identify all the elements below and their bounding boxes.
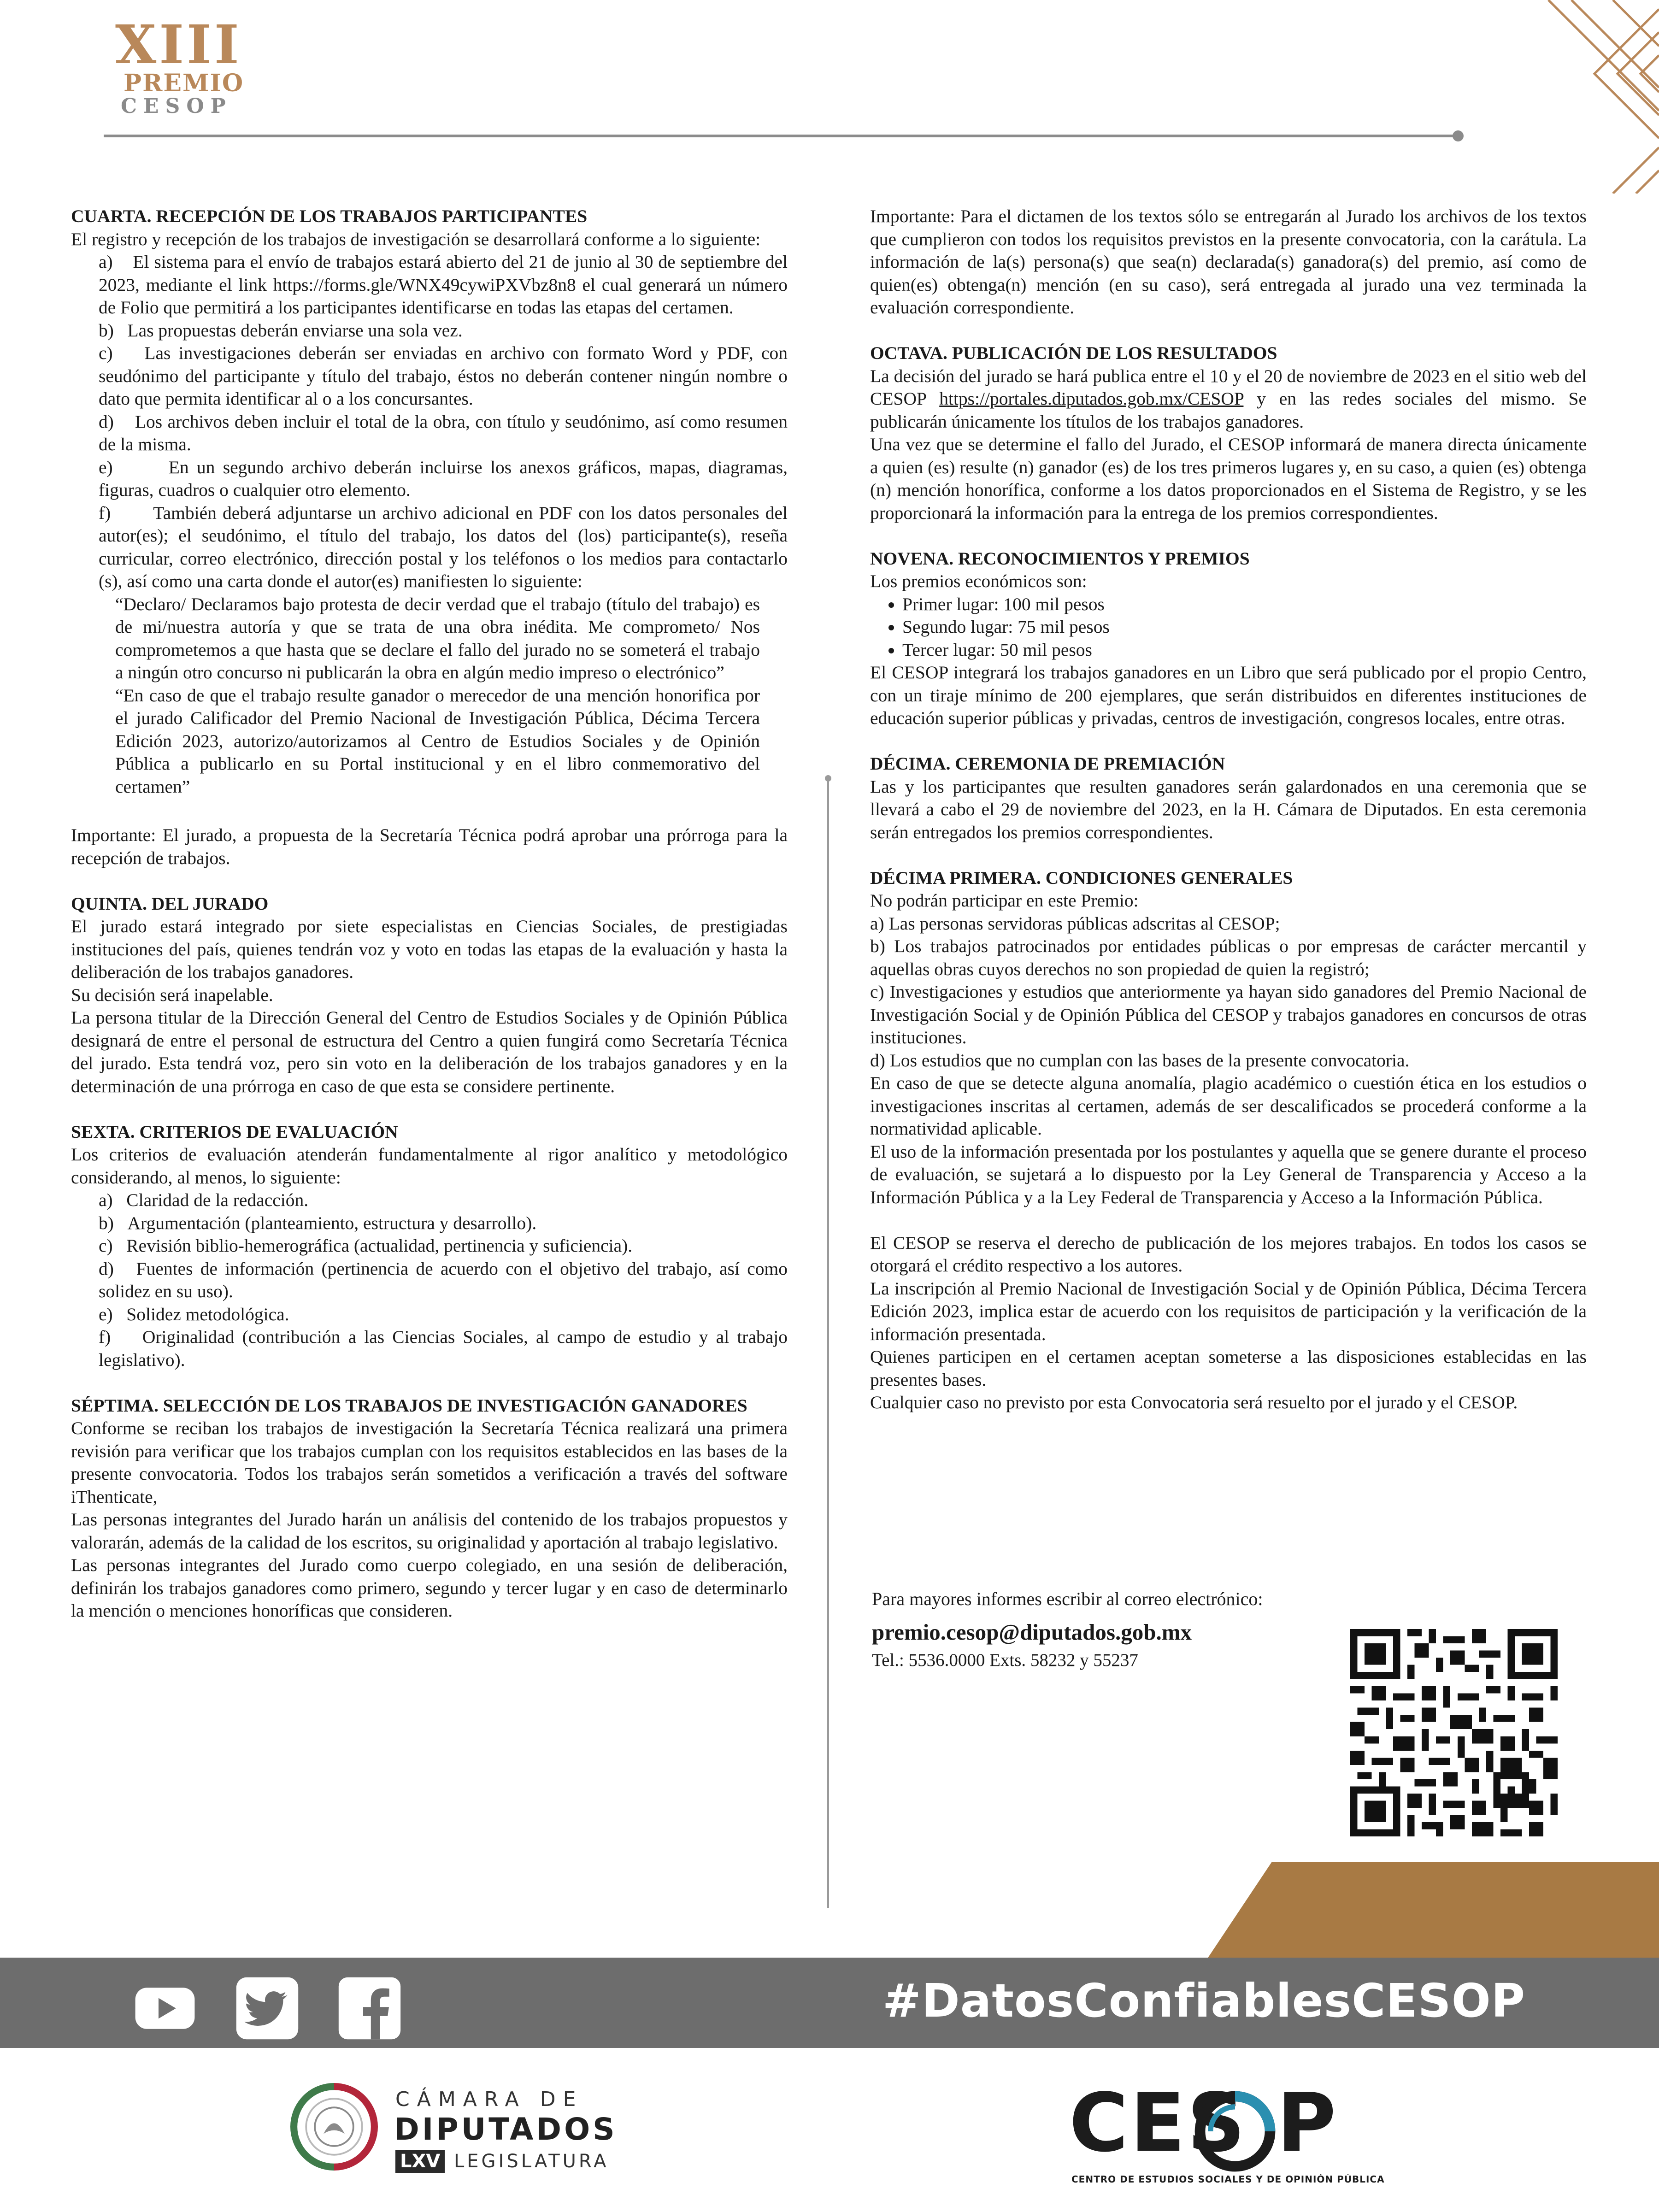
decima-primera-p4: El CESOP se reserva el derecho de publicación de los mejores trabajos. En todos los casos se otorgará el crédito respectivo a los autores. — [870, 1232, 1587, 1276]
octava-p1 — [870, 365, 1587, 434]
prize-first: • Primer lugar: 100 mil pesos — [902, 593, 1587, 616]
header-rule — [104, 135, 1459, 137]
cesop-logo-text: CES P — [1069, 2077, 1338, 2170]
novena-intro: Los premios económicos son: — [870, 571, 1087, 591]
cuarta-item-c: c) Las investigaciones deberán ser enviadas en archivo con formato Word y PDF, con seudónimo del participante y título del trabajo, éstos no deberán contener ningún nombre o dato que permita identificar al o a los concursantes. — [99, 343, 788, 409]
decima-primera-p3: El uso de la información presentada por los postulantes y aquella que se genere durante el proceso de evaluación, se sujetará a lo dispuesto por la Ley General de Transparencia y Acceso a la Información Pública y a la Ley Federal de Transparencia y Acceso a la Información Pública. — [870, 1141, 1587, 1207]
gold-accent-band — [1207, 1862, 1659, 1959]
prize-third: • Tercer lugar: 50 mil pesos — [902, 639, 1587, 662]
octava-p2: Una vez que se determine el fallo del Jurado, el CESOP informará de manera directa únicamente a quien (es) resulte (n) ganador (es) de los tres primeros lugares y, en su caso, a quien (es) obtenga (n) mención honorífica, conforme a los datos proporcionados en el Sistema de Registro, y se les proporcionará la información para la entrega de los premios correspondientes. — [870, 434, 1587, 523]
cuarta-intro: El registro y recepción de los trabajos de investigación se desarrollará conforme a lo siguiente: — [71, 229, 761, 249]
quinta-p1: El jurado estará integrado por siete especialistas en Ciencias Sociales, de prestigiadas instituciones del país, quienes tendrán voz y voto en todas las etapas de la evaluación y hasta la deliberación de los trabajos ganadores. — [71, 916, 788, 982]
legislatura-label: LEGISLATURA — [454, 2151, 609, 2172]
cuarta-item-d: d) Los archivos deben incluir el total de la obra, con título y seudónimo, así como resumen de la misma. — [99, 411, 788, 454]
contact-block — [872, 1588, 1263, 1672]
prize-list — [870, 593, 1587, 662]
cuarta-item-e: e) En un segundo archivo deberán incluirse los anexos gráficos, mapas, diagramas, figuras, cuadros o cualquier otro elemento. — [99, 457, 788, 500]
diputados-label: DIPUTADOS — [394, 2112, 618, 2147]
hashtag: #DatosConfiablesCESOP — [882, 1974, 1525, 2028]
condicion-c: c) Investigaciones y estudios que anteriormente ya hayan sido ganadores del Premio Nacional de Investigación Social y de Opinión Pública del CESOP y trabajos ganadores en concursos de otras instituciones. — [870, 982, 1587, 1047]
left-column — [71, 205, 788, 1623]
decima-primera-p2: En caso de que se detecte alguna anomalía, plagio académico o cuestión ética en los estudios o investigaciones inscritas al certamen, además de ser descalificados se procederá conforme a la normatividad aplicable. — [870, 1073, 1587, 1139]
declaration-quote-2: “En caso de que el trabajo resulte ganador o merecedor de una mención honorifica por el jurado Calificador del Premio Nacional de Investigación Pública, Décima Tercera Edición 2023, autorizo/autorizamos al Centro de Estudios Sociales y de Opinión Pública a publicarlo en su Portal institucional y en el libro conmemorativo del certamen” — [115, 685, 760, 797]
camara-diputados-seal — [290, 2083, 378, 2171]
sexta-item-f: f) Originalidad (contribución a las Ciencias Sociales, al campo de estudio y al trabajo legislativo). — [99, 1327, 788, 1370]
prize-second: • Segundo lugar: 75 mil pesos — [902, 616, 1587, 639]
decima-primera-intro: No podrán participar en este Premio: — [870, 890, 1139, 911]
octava-p1-text-a: La decisión del jurado se hará publica entre el 10 y el 20 de noviembre de 2023 en el sitio web del CESOP — [870, 365, 1587, 409]
contact-phone: Tel.: 5536.0000 Exts. 58232 y 55237 — [872, 1650, 1138, 1670]
cuarta-item-f: f) También deberá adjuntarse un archivo adicional en PDF con los datos personales del autor(es); el seudónimo, el título del trabajo, los datos del (los) participante(s), reseña curricular, correo electrónico, dirección postal y los teléfonos o los medios para contactarlo (s), así como una carta donde el autor(es) manifiesten lo siguiente: — [99, 502, 788, 591]
quinta-p3: La persona titular de la Dirección General del Centro de Estudios Sociales y de Opinión Pública designará de entre el personal de estructura del Centro a quien fungirá como Secretaría Técnica del jurado. Esta tendrá voz, pero sin voto en la deliberación de los trabajos ganadores y en la determinación de una prórroga en caso de que esta se considere pertinente. — [71, 1007, 788, 1096]
novena-title: NOVENA. RECONOCIMIENTOS Y PREMIOS — [870, 548, 1250, 569]
condicion-a: a) Las personas servidoras públicas adscritas al CESOP; — [870, 913, 1280, 934]
septima-title: SÉPTIMA. SELECCIÓN DE LOS TRABAJOS DE INVESTIGACIÓN GANADORES — [71, 1395, 747, 1416]
octava-p1-text-b: y en las redes sociales del mismo. Se publicarán únicamente los títulos de los trabajos ganadores. — [870, 388, 1587, 432]
cesop-website-link[interactable]: https://portales.diputados.gob.mx/CESOP — [939, 388, 1244, 409]
quinta-title: QUINTA. DEL JURADO — [71, 893, 269, 914]
declaration-quote-1: “Declaro/ Declaramos bajo protesta de decir verdad que el trabajo (título del trabajo) es de mi/nuestra autoría y que se trata de una obra inédita. Me comprometo/ Nos comprometemos a que hasta que se declare el fallo del jurado no se someterá el trabajo a ningún otro concurso ni publicarán la obra en algún medio impreso o electrónico” — [115, 594, 760, 682]
quinta-p2: Su decisión será inapelable. — [71, 984, 273, 1005]
septima-p3: Las personas integrantes del Jurado como cuerpo colegiado, en una sesión de deliberación, definirán los trabajos ganadores como primero, segundo y tercer lugar y en caso de determinarlo la mención o menciones honoríficas que consideren. — [71, 1555, 788, 1621]
decima-primera-p6: Quienes participen en el certamen aceptan someterse a las disposiciones establecidas en las presentes bases. — [870, 1347, 1587, 1390]
facebook-icon[interactable] — [337, 1976, 402, 2041]
decima-p1: Las y los participantes que resulten ganadores serán galardonados en una ceremonia que se llevará a cabo el 29 de noviembre del 2023, en la H. Cámara de Diputados. En esta ceremonia serán entregados los premios correspondientes. — [870, 776, 1587, 842]
cuarta-title: CUARTA. RECEPCIÓN DE LOS TRABAJOS PARTICIPANTES — [71, 206, 588, 226]
sexta-item-a: a) Claridad de la redacción. — [99, 1190, 309, 1210]
cuarta-item-a: a) El sistema para el envío de trabajos estará abierto del 21 de junio al 30 de septiembre del 2023, mediante el link https://forms.gle/WNX49cywiPXVbz8n8 el cual generará un número de Folio que permitirá a los participantes identificarse en todas las etapas del certamen. — [99, 252, 788, 318]
cesop-full-name: CENTRO DE ESTUDIOS SOCIALES Y DE OPINIÓN PÚBLICA — [1071, 2174, 1385, 2185]
septima-p1: Conforme se reciban los trabajos de investigación la Secretaría Técnica realizará una primera revisión para verificar que los trabajos cumplan con los requisitos establecidos en las bases de la presente convocatoria. Todos los trabajos serán sometidos a verificación a través del software iThenticate, — [71, 1418, 788, 1507]
sexta-item-c: c) Revisión biblio-hemerográfica (actualidad, pertinencia y suficiencia). — [99, 1235, 633, 1256]
septima-p2: Las personas integrantes del Jurado harán un análisis del contenido de los trabajos propuestos y valorarán, además de la calidad de los escritos, su originalidad y aportación al trabajo legislativo. — [71, 1509, 788, 1553]
condicion-b: b) Los trabajos patrocinados por entidades públicas o por empresas de carácter mercantil y aquellas obras cuyos derechos no son propiedad de quien la registró; — [870, 936, 1587, 979]
twitter-icon[interactable] — [235, 1976, 300, 2041]
sexta-intro: Los criterios de evaluación atenderán fundamentalmente al rigor analítico y metodológico considerando, al menos, lo siguiente: — [71, 1144, 788, 1188]
premio-label: PREMIO — [124, 69, 244, 97]
lxv-badge: LXV — [395, 2150, 445, 2173]
dictamen-important: Importante: Para el dictamen de los textos sólo se entregarán al Jurado los archivos de los textos que cumplieron con todos los requisitos previstos en la presente convocatoria, con la carátula. La información de la(s) persona(s) que sea(n) declarada(s) ganadora(s) del premio, así como de quien(es) obtenga(n) mención (en su caso), será entregada al jurado una vez terminada la evaluación correspondiente. — [870, 206, 1587, 318]
sexta-item-b: b) Argumentación (planteamiento, estructura y desarrollo). — [99, 1212, 537, 1233]
cuarta-item-b: b) Las propuestas deberán enviarse una sola vez. — [99, 320, 463, 341]
octava-title: OCTAVA. PUBLICACIÓN DE LOS RESULTADOS — [870, 343, 1277, 363]
corner-diamond-decoration — [1521, 0, 1659, 194]
decima-title: DÉCIMA. CEREMONIA DE PREMIACIÓN — [870, 753, 1225, 774]
novena-p2: El CESOP integrará los trabajos ganadores en un Libro que será publicado por el propio Centro, con un tiraje mínimo de 200 ejemplares, que serán distribuidos en diferentes instituciones de educación superior públicas y privadas, centros de investigación, congresos locales, entre otras. — [870, 662, 1587, 728]
contact-intro: Para mayores informes escribir al correo electrónico: — [872, 1588, 1263, 1609]
camara-de-label: CÁMARA DE — [395, 2088, 583, 2111]
cesop-logo-o-icon — [1191, 2088, 1279, 2175]
cesop-label: CESOP — [121, 94, 232, 118]
column-divider — [827, 779, 829, 1908]
decima-primera-title: DÉCIMA PRIMERA. CONDICIONES GENERALES — [870, 867, 1293, 888]
edition-number: XIII — [115, 14, 242, 76]
right-column — [870, 205, 1587, 1414]
cuarta-important: Importante: El jurado, a propuesta de la Secretaría Técnica podrá aprobar una prórroga para la recepción de trabajos. — [71, 825, 788, 868]
contact-email-link[interactable]: premio.cesop@diputados.gob.mx — [872, 1619, 1192, 1645]
sexta-item-e: e) Solidez metodológica. — [99, 1304, 289, 1324]
youtube-icon[interactable] — [133, 1976, 197, 2041]
header-rule-dot — [1453, 130, 1464, 141]
qr-code[interactable] — [1350, 1629, 1558, 1836]
decima-primera-p7: Cualquier caso no previsto por esta Convocatoria será resuelto por el jurado y el CESOP. — [870, 1392, 1518, 1412]
decima-primera-p5: La inscripción al Premio Nacional de Investigación Social y de Opinión Pública, Décima Tercera Edición 2023, implica estar de acuerdo con los requisitos de participación y la verificación de la información presentada. — [870, 1278, 1587, 1344]
sexta-title: SEXTA. CRITERIOS DE EVALUACIÓN — [71, 1121, 398, 1142]
sexta-item-d: d) Fuentes de información (pertinencia de acuerdo con el objetivo del trabajo, así como solidez en su uso). — [99, 1258, 788, 1301]
condicion-d: d) Los estudios que no cumplan con las bases de la presente convocatoria. — [870, 1050, 1410, 1071]
